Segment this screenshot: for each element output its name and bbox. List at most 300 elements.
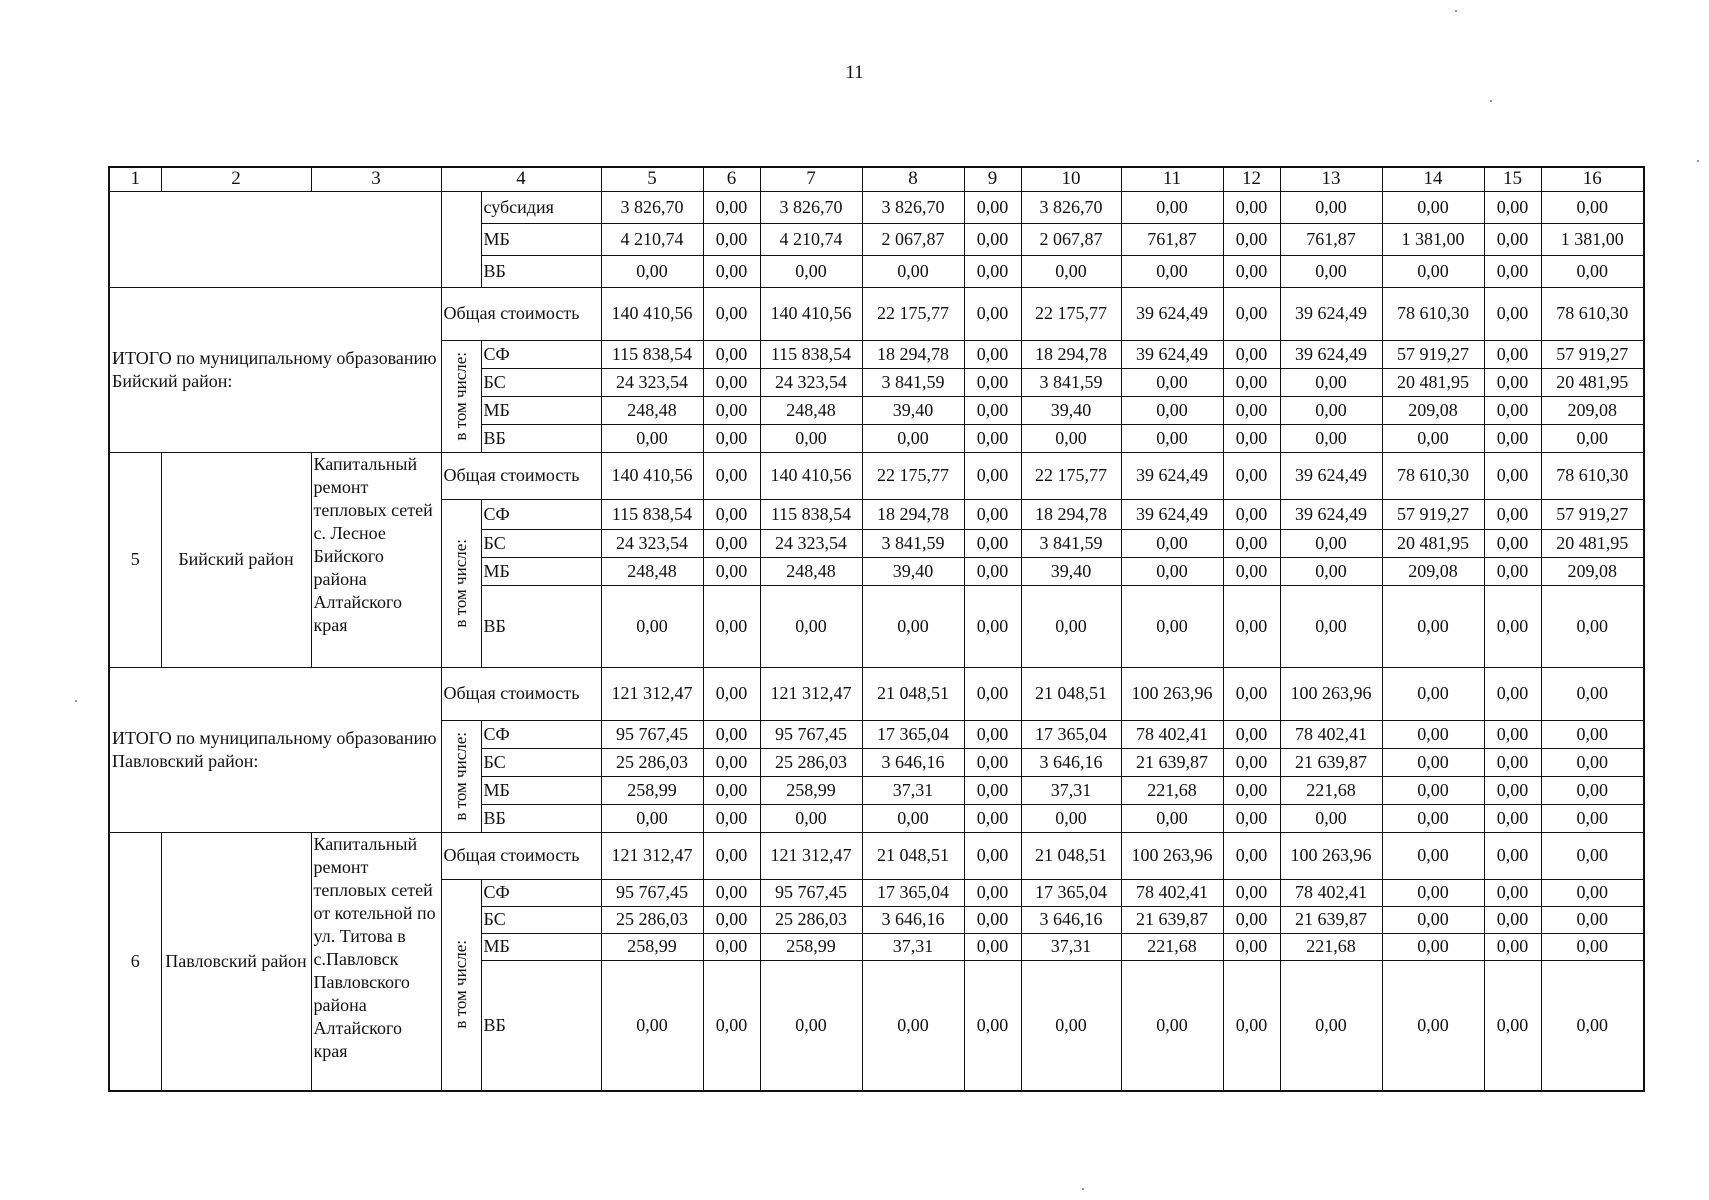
value-cell: 17 365,04	[1021, 720, 1121, 748]
value-cell: 0,00	[964, 255, 1021, 287]
value-cell: 0,00	[1484, 529, 1541, 557]
header-cell: 1	[109, 167, 161, 191]
value-cell: 0,00	[1484, 720, 1541, 748]
value-cell: 209,08	[1382, 396, 1484, 424]
value-cell: 0,00	[1121, 396, 1223, 424]
value-cell: 0,00	[1223, 255, 1280, 287]
value-cell: 39 624,49	[1280, 452, 1382, 499]
value-cell: 0,00	[760, 960, 862, 1091]
value-cell: 0,00	[601, 585, 703, 667]
value-cell: 0,00	[703, 255, 760, 287]
value-cell: 21 639,87	[1280, 906, 1382, 933]
value-cell: 0,00	[964, 804, 1021, 832]
row-label: СФ	[481, 499, 601, 529]
value-cell: 0,00	[862, 585, 964, 667]
including-label	[441, 499, 481, 667]
value-cell: 95 767,45	[601, 720, 703, 748]
value-cell: 0,00	[601, 804, 703, 832]
value-cell: 18 294,78	[862, 340, 964, 368]
value-cell: 95 767,45	[760, 720, 862, 748]
value-cell: 761,87	[1121, 223, 1223, 255]
value-cell: 22 175,77	[862, 452, 964, 499]
value-cell: 20 481,95	[1382, 368, 1484, 396]
row-label: МБ	[481, 223, 601, 255]
value-cell: 0,00	[1382, 255, 1484, 287]
value-cell: 115 838,54	[601, 340, 703, 368]
value-cell: 0,00	[1121, 368, 1223, 396]
header-cell: 10	[1021, 167, 1121, 191]
including-label	[441, 720, 481, 832]
value-cell: 2 067,87	[862, 223, 964, 255]
value-cell: 20 481,95	[1541, 368, 1644, 396]
value-cell: 0,00	[1484, 748, 1541, 776]
value-cell: 0,00	[1223, 557, 1280, 585]
row-label: БС	[481, 368, 601, 396]
value-cell: 0,00	[1484, 879, 1541, 906]
object-name: Капитальный ремонт тепловых сетей от котельной по ул. Титова в с.Павловск Павловского района Алтайского края	[311, 832, 441, 1091]
value-cell: 0,00	[703, 667, 760, 720]
value-cell: 22 175,77	[1021, 287, 1121, 340]
value-cell: 0,00	[1382, 424, 1484, 452]
value-cell: 0,00	[1223, 287, 1280, 340]
value-cell: 209,08	[1541, 396, 1644, 424]
value-cell: 3 826,70	[1021, 191, 1121, 223]
value-cell: 121 312,47	[601, 667, 703, 720]
value-cell: 0,00	[964, 832, 1021, 879]
value-cell: 3 841,59	[1021, 529, 1121, 557]
row-label: Общая стоимость	[441, 832, 601, 879]
value-cell: 37,31	[1021, 933, 1121, 960]
value-cell: 0,00	[964, 287, 1021, 340]
value-cell: 0,00	[1280, 585, 1382, 667]
value-cell: 57 919,27	[1382, 340, 1484, 368]
value-cell: 39 624,49	[1280, 340, 1382, 368]
total-cost-row	[109, 287, 1644, 340]
value-cell: 0,00	[964, 933, 1021, 960]
value-cell: 0,00	[703, 340, 760, 368]
row-label: ВБ	[481, 804, 601, 832]
header-cell: 13	[1280, 167, 1382, 191]
including-label	[441, 879, 481, 1091]
empty-cell	[109, 191, 441, 287]
value-cell: 21 048,51	[1021, 832, 1121, 879]
value-cell: 248,48	[760, 396, 862, 424]
value-cell: 0,00	[1223, 832, 1280, 879]
value-cell: 0,00	[1280, 529, 1382, 557]
value-cell: 0,00	[964, 776, 1021, 804]
value-cell: 0,00	[1223, 452, 1280, 499]
row-label: Общая стоимость	[441, 287, 601, 340]
value-cell: 57 919,27	[1382, 499, 1484, 529]
value-cell: 0,00	[1223, 529, 1280, 557]
value-cell: 0,00	[703, 748, 760, 776]
value-cell: 0,00	[1382, 933, 1484, 960]
value-cell: 57 919,27	[1541, 340, 1644, 368]
value-cell: 0,00	[1121, 529, 1223, 557]
district-name: Павловский район	[161, 832, 311, 1091]
value-cell: 0,00	[1021, 585, 1121, 667]
value-cell: 0,00	[964, 368, 1021, 396]
row-label: СФ	[481, 720, 601, 748]
value-cell: 0,00	[1223, 906, 1280, 933]
value-cell: 0,00	[862, 960, 964, 1091]
value-cell: 0,00	[1223, 368, 1280, 396]
value-cell: 3 826,70	[862, 191, 964, 223]
value-cell: 0,00	[1223, 720, 1280, 748]
value-cell: 21 048,51	[862, 667, 964, 720]
value-cell: 25 286,03	[601, 748, 703, 776]
value-cell: 0,00	[1021, 255, 1121, 287]
value-cell: 0,00	[1223, 585, 1280, 667]
value-cell: 0,00	[1484, 557, 1541, 585]
value-cell: 0,00	[1382, 720, 1484, 748]
value-cell: 0,00	[703, 557, 760, 585]
value-cell: 24 323,54	[601, 368, 703, 396]
value-cell: 25 286,03	[760, 906, 862, 933]
value-cell: 209,08	[1541, 557, 1644, 585]
value-cell: 0,00	[703, 960, 760, 1091]
row-label: МБ	[481, 776, 601, 804]
value-cell: 0,00	[1382, 804, 1484, 832]
value-cell: 0,00	[1484, 960, 1541, 1091]
value-cell: 0,00	[1223, 879, 1280, 906]
header-cell: 15	[1484, 167, 1541, 191]
value-cell: 140 410,56	[601, 287, 703, 340]
including-label-text: в том числе:	[451, 940, 470, 1030]
row-label: ВБ	[481, 424, 601, 452]
value-cell: 0,00	[964, 585, 1021, 667]
value-cell: 0,00	[964, 452, 1021, 499]
including-label-text: в том числе:	[451, 351, 470, 441]
value-cell: 258,99	[760, 776, 862, 804]
value-cell: 115 838,54	[760, 499, 862, 529]
value-cell: 0,00	[1021, 960, 1121, 1091]
value-cell: 17 365,04	[862, 720, 964, 748]
value-cell: 0,00	[1223, 340, 1280, 368]
value-cell: 248,48	[601, 557, 703, 585]
value-cell: 0,00	[1121, 191, 1223, 223]
value-cell: 0,00	[1484, 287, 1541, 340]
value-cell: 0,00	[703, 368, 760, 396]
value-cell: 0,00	[1121, 960, 1223, 1091]
value-cell: 0,00	[1484, 340, 1541, 368]
object-name: Капитальный ремонт тепловых сетей с. Лесное Бийского района Алтайского края	[311, 452, 441, 667]
value-cell: 0,00	[964, 424, 1021, 452]
total-title: ИТОГО по муниципальному образованию Павловский район:	[109, 667, 441, 832]
value-cell: 0,00	[1484, 804, 1541, 832]
value-cell: 78 402,41	[1280, 720, 1382, 748]
value-cell: 0,00	[1484, 191, 1541, 223]
value-cell: 0,00	[1223, 933, 1280, 960]
value-cell: 22 175,77	[1021, 452, 1121, 499]
value-cell: 20 481,95	[1541, 529, 1644, 557]
value-cell: 78 610,30	[1382, 287, 1484, 340]
value-cell: 0,00	[1280, 804, 1382, 832]
value-cell: 0,00	[1541, 748, 1644, 776]
value-cell: 95 767,45	[760, 879, 862, 906]
value-cell: 115 838,54	[601, 499, 703, 529]
header-cell: 12	[1223, 167, 1280, 191]
value-cell: 39,40	[1021, 557, 1121, 585]
value-cell: 0,00	[964, 557, 1021, 585]
value-cell: 0,00	[862, 424, 964, 452]
value-cell: 0,00	[1484, 906, 1541, 933]
value-cell: 0,00	[703, 499, 760, 529]
value-cell: 0,00	[1382, 667, 1484, 720]
value-cell: 0,00	[964, 748, 1021, 776]
total-cost-row	[109, 452, 1644, 499]
value-cell: 115 838,54	[760, 340, 862, 368]
value-cell: 78 610,30	[1541, 452, 1644, 499]
value-cell: 761,87	[1280, 223, 1382, 255]
header-row	[109, 167, 1644, 191]
value-cell: 37,31	[862, 776, 964, 804]
value-cell: 221,68	[1121, 776, 1223, 804]
value-cell: 4 210,74	[760, 223, 862, 255]
value-cell: 0,00	[1223, 776, 1280, 804]
value-cell: 39,40	[862, 396, 964, 424]
value-cell: 0,00	[1541, 191, 1644, 223]
value-cell: 0,00	[1382, 585, 1484, 667]
value-cell: 0,00	[1541, 879, 1644, 906]
value-cell: 37,31	[1021, 776, 1121, 804]
value-cell: 0,00	[1541, 424, 1644, 452]
value-cell: 39 624,49	[1280, 499, 1382, 529]
header-cell: 7	[760, 167, 862, 191]
value-cell: 0,00	[1223, 960, 1280, 1091]
value-cell: 3 826,70	[760, 191, 862, 223]
value-cell: 0,00	[1541, 804, 1644, 832]
including-label	[441, 340, 481, 452]
value-cell: 0,00	[703, 452, 760, 499]
value-cell: 0,00	[703, 287, 760, 340]
row-label: Общая стоимость	[441, 452, 601, 499]
value-cell: 0,00	[1223, 223, 1280, 255]
value-cell: 0,00	[1121, 585, 1223, 667]
value-cell: 0,00	[1280, 424, 1382, 452]
value-cell: 78 402,41	[1280, 879, 1382, 906]
value-cell: 0,00	[1223, 191, 1280, 223]
value-cell: 0,00	[964, 191, 1021, 223]
value-cell: 0,00	[1484, 776, 1541, 804]
value-cell: 0,00	[1121, 255, 1223, 287]
value-cell: 0,00	[703, 906, 760, 933]
value-cell: 0,00	[1382, 832, 1484, 879]
value-cell: 221,68	[1280, 933, 1382, 960]
value-cell: 0,00	[703, 776, 760, 804]
value-cell: 100 263,96	[1280, 667, 1382, 720]
value-cell: 0,00	[1484, 452, 1541, 499]
value-cell: 0,00	[703, 191, 760, 223]
value-cell: 0,00	[964, 667, 1021, 720]
value-cell: 78 610,30	[1382, 452, 1484, 499]
header-cell: 14	[1382, 167, 1484, 191]
value-cell: 78 402,41	[1121, 879, 1223, 906]
value-cell: 0,00	[601, 255, 703, 287]
value-cell: 3 841,59	[1021, 368, 1121, 396]
header-cell: 3	[311, 167, 441, 191]
value-cell: 0,00	[1223, 804, 1280, 832]
value-cell: 0,00	[1484, 585, 1541, 667]
value-cell: 0,00	[1484, 255, 1541, 287]
empty-cell	[441, 191, 481, 287]
item-number: 5	[109, 452, 161, 667]
value-cell: 0,00	[703, 832, 760, 879]
value-cell: 18 294,78	[1021, 340, 1121, 368]
value-cell: 39,40	[1021, 396, 1121, 424]
value-cell: 18 294,78	[1021, 499, 1121, 529]
value-cell: 0,00	[760, 424, 862, 452]
header-cell: 9	[964, 167, 1021, 191]
value-cell: 0,00	[1121, 557, 1223, 585]
value-cell: 78 610,30	[1541, 287, 1644, 340]
value-cell: 0,00	[1382, 748, 1484, 776]
value-cell: 0,00	[601, 960, 703, 1091]
value-cell: 95 767,45	[601, 879, 703, 906]
value-cell: 0,00	[703, 424, 760, 452]
value-cell: 3 841,59	[862, 368, 964, 396]
value-cell: 0,00	[1280, 255, 1382, 287]
value-cell: 0,00	[1484, 933, 1541, 960]
value-cell: 0,00	[1484, 832, 1541, 879]
value-cell: 4 210,74	[601, 223, 703, 255]
value-cell: 1 381,00	[1541, 223, 1644, 255]
value-cell: 0,00	[1223, 499, 1280, 529]
value-cell: 39 624,49	[1121, 287, 1223, 340]
value-cell: 100 263,96	[1121, 832, 1223, 879]
total-title: ИТОГО по муниципальному образованию Бийский район:	[109, 287, 441, 452]
value-cell: 0,00	[1382, 906, 1484, 933]
value-cell: 140 410,56	[760, 452, 862, 499]
row-label: ВБ	[481, 255, 601, 287]
value-cell: 25 286,03	[601, 906, 703, 933]
header-cell: 2	[161, 167, 311, 191]
value-cell: 0,00	[964, 879, 1021, 906]
value-cell: 39 624,49	[1121, 452, 1223, 499]
total-cost-row	[109, 832, 1644, 879]
header-cell: 11	[1121, 167, 1223, 191]
value-cell: 21 048,51	[862, 832, 964, 879]
value-cell: 0,00	[703, 396, 760, 424]
row-label: субсидия	[481, 191, 601, 223]
value-cell: 0,00	[862, 255, 964, 287]
value-cell: 0,00	[760, 255, 862, 287]
value-cell: 0,00	[1021, 804, 1121, 832]
value-cell: 0,00	[862, 804, 964, 832]
value-cell: 24 323,54	[601, 529, 703, 557]
value-cell: 0,00	[1223, 748, 1280, 776]
value-cell: 0,00	[760, 804, 862, 832]
value-cell: 209,08	[1382, 557, 1484, 585]
value-cell: 121 312,47	[760, 832, 862, 879]
value-cell: 0,00	[1121, 424, 1223, 452]
row-label: МБ	[481, 933, 601, 960]
row-label: МБ	[481, 396, 601, 424]
value-cell: 39 624,49	[1121, 340, 1223, 368]
value-cell: 0,00	[1223, 396, 1280, 424]
value-cell: 0,00	[1223, 667, 1280, 720]
value-cell: 0,00	[1541, 933, 1644, 960]
value-cell: 258,99	[601, 776, 703, 804]
value-cell: 0,00	[964, 529, 1021, 557]
value-cell: 0,00	[1541, 832, 1644, 879]
value-cell: 0,00	[703, 223, 760, 255]
value-cell: 0,00	[1484, 667, 1541, 720]
value-cell: 0,00	[1484, 368, 1541, 396]
row-label: СФ	[481, 879, 601, 906]
value-cell: 0,00	[1382, 879, 1484, 906]
value-cell: 0,00	[601, 424, 703, 452]
value-cell: 17 365,04	[1021, 879, 1121, 906]
value-cell: 0,00	[703, 879, 760, 906]
value-cell: 0,00	[703, 720, 760, 748]
value-cell: 39 624,49	[1121, 499, 1223, 529]
item-number: 6	[109, 832, 161, 1091]
value-cell: 248,48	[601, 396, 703, 424]
value-cell: 258,99	[601, 933, 703, 960]
row-label: БС	[481, 906, 601, 933]
value-cell: 0,00	[964, 396, 1021, 424]
value-cell: 0,00	[1280, 557, 1382, 585]
total-cost-row	[109, 667, 1644, 720]
value-cell: 25 286,03	[760, 748, 862, 776]
value-cell: 221,68	[1280, 776, 1382, 804]
value-cell: 21 639,87	[1280, 748, 1382, 776]
value-cell: 0,00	[1223, 424, 1280, 452]
value-cell: 78 402,41	[1121, 720, 1223, 748]
value-cell: 24 323,54	[760, 368, 862, 396]
row-label: Общая стоимость	[441, 667, 601, 720]
value-cell: 0,00	[1280, 960, 1382, 1091]
value-cell: 221,68	[1121, 933, 1223, 960]
value-cell: 0,00	[1280, 396, 1382, 424]
value-cell: 17 365,04	[862, 879, 964, 906]
value-cell: 37,31	[862, 933, 964, 960]
value-cell: 0,00	[1021, 424, 1121, 452]
value-cell: 20 481,95	[1382, 529, 1484, 557]
including-label-text: в том числе:	[451, 731, 470, 821]
value-cell: 0,00	[703, 585, 760, 667]
value-cell: 0,00	[1484, 223, 1541, 255]
value-cell: 22 175,77	[862, 287, 964, 340]
row-label: ВБ	[481, 585, 601, 667]
header-cell: 8	[862, 167, 964, 191]
value-cell: 0,00	[1541, 585, 1644, 667]
value-cell: 0,00	[1121, 804, 1223, 832]
row-label: СФ	[481, 340, 601, 368]
value-cell: 3 646,16	[862, 906, 964, 933]
value-cell: 248,48	[760, 557, 862, 585]
value-cell: 21 639,87	[1121, 748, 1223, 776]
value-cell: 0,00	[760, 585, 862, 667]
value-cell: 121 312,47	[760, 667, 862, 720]
value-cell: 21 639,87	[1121, 906, 1223, 933]
value-cell: 0,00	[1541, 255, 1644, 287]
value-cell: 0,00	[1484, 499, 1541, 529]
value-cell: 0,00	[964, 340, 1021, 368]
value-cell: 100 263,96	[1280, 832, 1382, 879]
value-cell: 2 067,87	[1021, 223, 1121, 255]
value-cell: 258,99	[760, 933, 862, 960]
value-cell: 100 263,96	[1121, 667, 1223, 720]
value-cell: 0,00	[1541, 776, 1644, 804]
value-cell: 57 919,27	[1541, 499, 1644, 529]
value-cell: 0,00	[964, 223, 1021, 255]
budget-table	[108, 166, 1645, 1092]
value-cell: 0,00	[1541, 906, 1644, 933]
row-label: БС	[481, 748, 601, 776]
value-cell: 0,00	[1484, 424, 1541, 452]
